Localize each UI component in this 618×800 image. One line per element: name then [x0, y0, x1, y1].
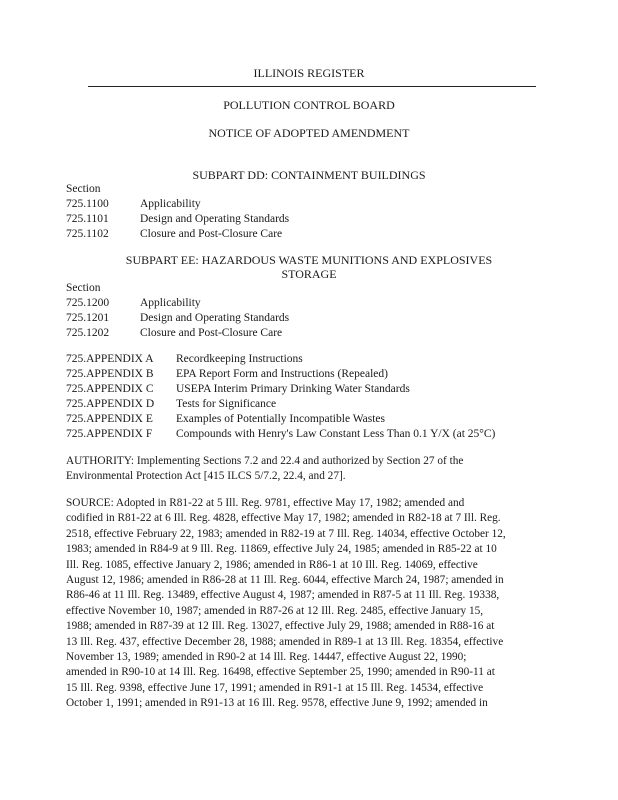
appendix-list [66, 352, 495, 442]
toc-row [66, 412, 495, 427]
paragraph-line: Environmental Protection Act [415 ILCS 5/7.2, 22.4, and 27]. [66, 470, 346, 483]
paragraph-line: Ill. Reg. 1085, effective January 2, 1986; amended in R86-1 at 10 Ill. Reg. 14069, effective [66, 558, 478, 571]
section-title: Applicability [140, 297, 201, 309]
toc-row [66, 197, 289, 212]
subpart-dd-toc [66, 182, 289, 242]
section-label: Section [66, 282, 101, 294]
toc-row [66, 427, 495, 442]
toc-row [66, 326, 289, 341]
paragraph-line: 2518, effective February 22, 1983; amended in R82-19 at 7 Ill. Reg. 14034, effective October 12, [66, 527, 506, 540]
paragraph-line: 1983; amended in R84-9 at 9 Ill. Reg. 11869, effective July 24, 1985; amended in R85-22 at 10 [66, 543, 497, 556]
authority-paragraph [66, 454, 496, 485]
source-paragraph [66, 496, 506, 711]
paragraph-line: 13 Ill. Reg. 437, effective December 28, 1988; amended in R89-1 at 13 Ill. Reg. 18354, effective [66, 635, 504, 648]
paragraph-line: SOURCE: Adopted in R81-22 at 5 Ill. Reg. 9781, effective May 17, 1982; amended and [66, 497, 465, 509]
appendix-title: Compounds with Henry's Law Constant Less Than 0.1 Y/X (at 25°C) [176, 428, 496, 440]
appendix-number: 725.APPENDIX D [66, 398, 155, 410]
notice-title: NOTICE OF ADOPTED AMENDMENT [208, 126, 410, 140]
appendix-number: 725.APPENDIX B [66, 368, 154, 380]
paragraph-line: codified in R81-22 at 6 Ill. Reg. 4828, effective May 17, 1982; amended in R82-18 at 7 Ill. Reg. [66, 512, 501, 525]
paragraph-line: November 13, 1989; amended in R90-2 at 14 Ill. Reg. 14447, effective August 22, 1990; [66, 650, 467, 663]
paragraph-line: amended in R90-10 at 14 Ill. Reg. 16498, effective September 25, 1990; amended in R90-11 at [66, 666, 495, 679]
paragraph-line: August 12, 1986; amended in R86-28 at 11 Ill. Reg. 6044, effective March 24, 1987; amended in [66, 573, 504, 586]
paragraph-line: October 1, 1991; amended in R91-13 at 16 Ill. Reg. 9578, effective June 9, 1992; amended in [66, 697, 488, 710]
section-number: 725.1202 [66, 327, 110, 339]
paragraph-line: AUTHORITY: Implementing Sections 7.2 and 22.4 and authorized by Section 27 of the [66, 455, 464, 467]
register-title: ILLINOIS REGISTER [253, 66, 365, 80]
toc-row [66, 367, 495, 382]
board-name: POLLUTION CONTROL BOARD [223, 98, 395, 112]
section-number: 725.1101 [66, 213, 109, 225]
appendix-title: EPA Report Form and Instructions (Repealed) [176, 368, 388, 380]
section-title: Design and Operating Standards [140, 312, 290, 324]
toc-row [66, 311, 289, 326]
paragraph-line: 15 Ill. Reg. 9398, effective June 17, 1991; amended in R91-1 at 15 Ill. Reg. 14534, effective [66, 681, 484, 694]
paragraph-line: effective November 10, 1987; amended in R87-26 at 12 Ill. Reg. 2485, effective January 15, [66, 604, 484, 617]
section-title: Closure and Post-Closure Care [140, 228, 283, 240]
appendix-number: 725.APPENDIX F [66, 428, 153, 440]
toc-row [66, 296, 289, 311]
appendix-title: USEPA Interim Primary Drinking Water Standards [176, 383, 410, 395]
toc-row [66, 212, 289, 227]
paragraph-line: R86-46 at 11 Ill. Reg. 13489, effective August 4, 1987; amended in R87-5 at 11 Ill. Reg. 19338, [66, 589, 500, 602]
appendix-number: 725.APPENDIX E [66, 413, 153, 425]
subpart-ee-title-cont: STORAGE [281, 267, 337, 281]
section-label: Section [66, 183, 101, 195]
subpart-dd-title: SUBPART DD: CONTAINMENT BUILDINGS [192, 168, 426, 182]
toc-row [66, 227, 289, 242]
appendix-title: Recordkeeping Instructions [176, 353, 303, 365]
section-number: 725.1100 [66, 198, 109, 210]
section-number: 725.1102 [66, 228, 109, 240]
section-title: Closure and Post-Closure Care [140, 327, 283, 339]
appendix-title: Examples of Potentially Incompatible Wastes [176, 413, 386, 425]
appendix-number: 725.APPENDIX C [66, 383, 154, 395]
appendix-title: Tests for Significance [176, 398, 277, 410]
paragraph-line: 1988; amended in R87-39 at 12 Ill. Reg. 13027, effective July 29, 1988; amended in R88-16 at [66, 620, 495, 633]
header-rule [88, 86, 536, 87]
toc-row [66, 382, 495, 397]
toc-row [66, 397, 495, 412]
section-title: Applicability [140, 198, 201, 210]
section-title: Design and Operating Standards [140, 213, 290, 225]
subpart-ee-toc [66, 281, 289, 341]
appendix-number: 725.APPENDIX A [66, 353, 154, 365]
section-number: 725.1201 [66, 312, 110, 324]
subpart-ee-title: SUBPART EE: HAZARDOUS WASTE MUNITIONS AND EXPLOSIVES [125, 253, 493, 267]
toc-row [66, 352, 495, 367]
section-number: 725.1200 [66, 297, 110, 309]
